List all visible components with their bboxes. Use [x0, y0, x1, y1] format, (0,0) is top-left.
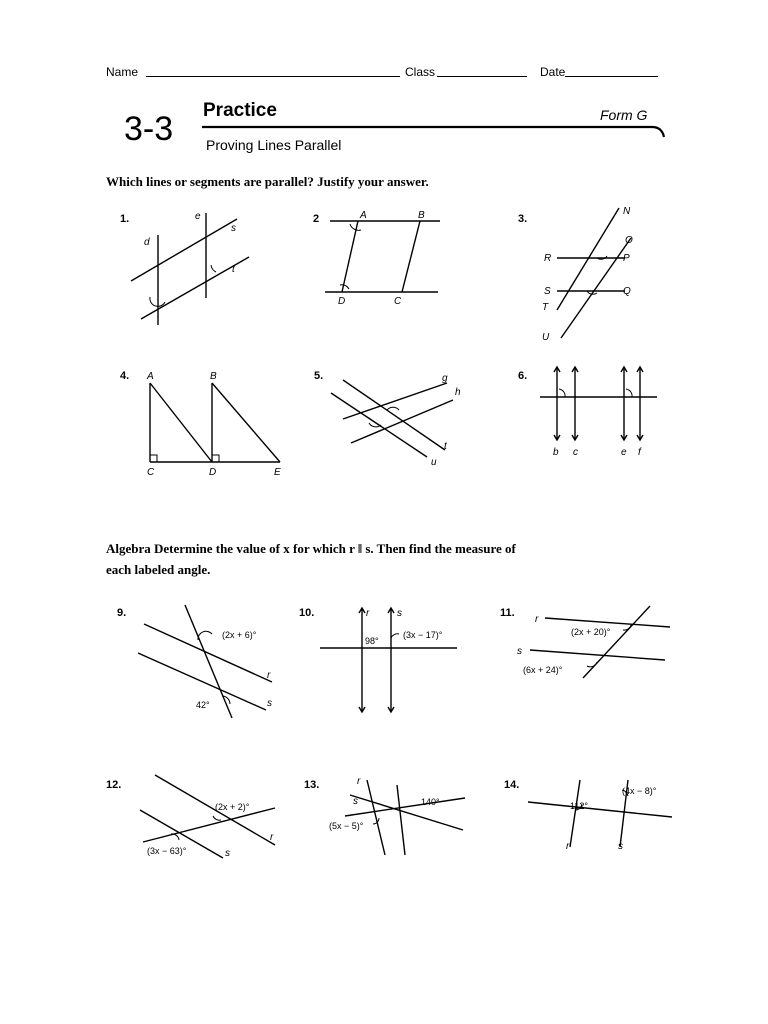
line-g [343, 383, 447, 419]
label-d: d [144, 237, 150, 248]
form-label: Form G [600, 107, 648, 123]
problem-13-figure [325, 770, 475, 860]
section1-instruction: Which lines or segments are parallel? Justify your answer. [106, 174, 429, 189]
transversal [528, 802, 672, 817]
label-b: b [553, 447, 559, 458]
label-h: h [455, 387, 461, 398]
label-g: g [442, 373, 448, 384]
problem-2-number: 2 [313, 213, 320, 225]
label-r: r [566, 841, 570, 852]
problem-14-figure [520, 772, 680, 857]
line-OU [561, 238, 631, 338]
transversal [345, 798, 465, 816]
label-t: t [444, 441, 447, 452]
label-r: r [270, 832, 274, 843]
line-s [530, 650, 665, 660]
label-r: r [357, 776, 361, 787]
line-r [570, 780, 580, 847]
class-label: Class [405, 65, 436, 79]
label-B: B [210, 371, 217, 382]
angle-label-2x-plus-6: (2x + 6)° [222, 630, 257, 640]
angle-label-140: 140° [421, 797, 440, 807]
problem-11-figure [505, 600, 680, 695]
label-O: O [625, 235, 633, 246]
label-Q: Q [623, 286, 631, 297]
problem-5-number: 5. [314, 370, 324, 382]
angle-label-4x-minus-8: (4x − 8)° [622, 786, 657, 796]
section2-instruction-line1: Algebra Determine the value of x for which r ‖ s. Then find the measure of [106, 541, 516, 556]
label-s: s [231, 223, 236, 234]
problem-1-number: 1. [120, 213, 130, 225]
angle-label-3x-minus-63: (3x − 63)° [147, 846, 187, 856]
date-field[interactable] [565, 76, 658, 77]
label-A: A [147, 371, 154, 382]
angle-label-98: 98° [365, 636, 379, 646]
problem-6-figure [535, 362, 660, 467]
problem-9-number: 9. [117, 607, 127, 619]
lesson-number: 3-3 [124, 110, 174, 148]
name-field[interactable] [146, 76, 400, 77]
label-c: c [573, 447, 578, 458]
problem-2-figure [320, 205, 445, 315]
line-r [367, 780, 385, 855]
label-N: N [623, 206, 631, 217]
problem-3-figure [535, 198, 660, 348]
line-u [331, 393, 427, 457]
practice-title: Practice [203, 100, 277, 121]
label-E: E [274, 467, 281, 478]
label-D: D [209, 467, 217, 478]
angle-label-112: 112° [570, 801, 588, 811]
label-s: s [397, 608, 402, 619]
label-s: s [618, 841, 623, 852]
label-u: u [431, 457, 437, 468]
label-D: D [338, 296, 346, 307]
line-r2 [397, 785, 405, 855]
label-B: B [418, 210, 425, 221]
problem-4-number: 4. [120, 370, 130, 382]
problem-12-figure [135, 770, 285, 865]
problem-6-number: 6. [518, 370, 528, 382]
problem-12-number: 12. [106, 779, 122, 791]
label-s: s [353, 796, 358, 807]
label-r: r [267, 670, 271, 681]
label-e: e [195, 211, 201, 222]
angle-label-5x-minus-5: (5x − 5)° [329, 821, 364, 831]
problem-13-number: 13. [304, 779, 320, 791]
problem-10-number: 10. [299, 607, 315, 619]
label-s: s [267, 698, 272, 709]
problem-9-figure [130, 600, 290, 725]
angle-label-3x-minus-17: (3x − 17)° [403, 630, 443, 640]
name-label: Name [106, 65, 139, 79]
angle-label-2x-plus-2: (2x + 2)° [215, 802, 250, 812]
label-U: U [542, 332, 550, 343]
page-subtitle: Proving Lines Parallel [206, 137, 342, 153]
label-s: s [225, 848, 230, 859]
transversal [583, 606, 650, 678]
line-r [545, 618, 670, 627]
label-C: C [394, 296, 402, 307]
label-s: s [517, 646, 522, 657]
angle-label-2x-plus-20: (2x + 20)° [571, 627, 611, 637]
label-r: r [535, 614, 539, 625]
problem-5-figure [325, 365, 475, 475]
label-C: C [147, 467, 155, 478]
line-h [351, 400, 453, 443]
problem-10-figure [315, 600, 465, 720]
segment-BC [402, 221, 420, 292]
problem-3-number: 3. [518, 213, 528, 225]
section2-instruction-line2: each labeled angle. [106, 562, 211, 577]
angle-label-6x-plus-24: (6x + 24)° [523, 665, 563, 675]
class-field[interactable] [437, 76, 527, 77]
label-P: P [623, 253, 630, 264]
label-t: t [232, 264, 235, 275]
label-S: S [544, 286, 551, 297]
line-s [131, 219, 237, 281]
problem-11-number: 11. [500, 607, 515, 619]
line-NT [557, 208, 619, 310]
date-label: Date [540, 65, 566, 79]
label-r: r [366, 608, 370, 619]
label-T: T [542, 302, 549, 313]
label-A: A [360, 210, 367, 221]
segment-AD [342, 221, 358, 292]
label-e: e [621, 447, 627, 458]
problem-14-number: 14. [504, 779, 520, 791]
transversal [143, 808, 275, 842]
label-f: f [638, 447, 641, 458]
problem-1-figure [125, 205, 250, 330]
label-R: R [544, 253, 552, 264]
problem-4-figure [140, 365, 300, 480]
angle-label-42: 42° [196, 700, 210, 710]
